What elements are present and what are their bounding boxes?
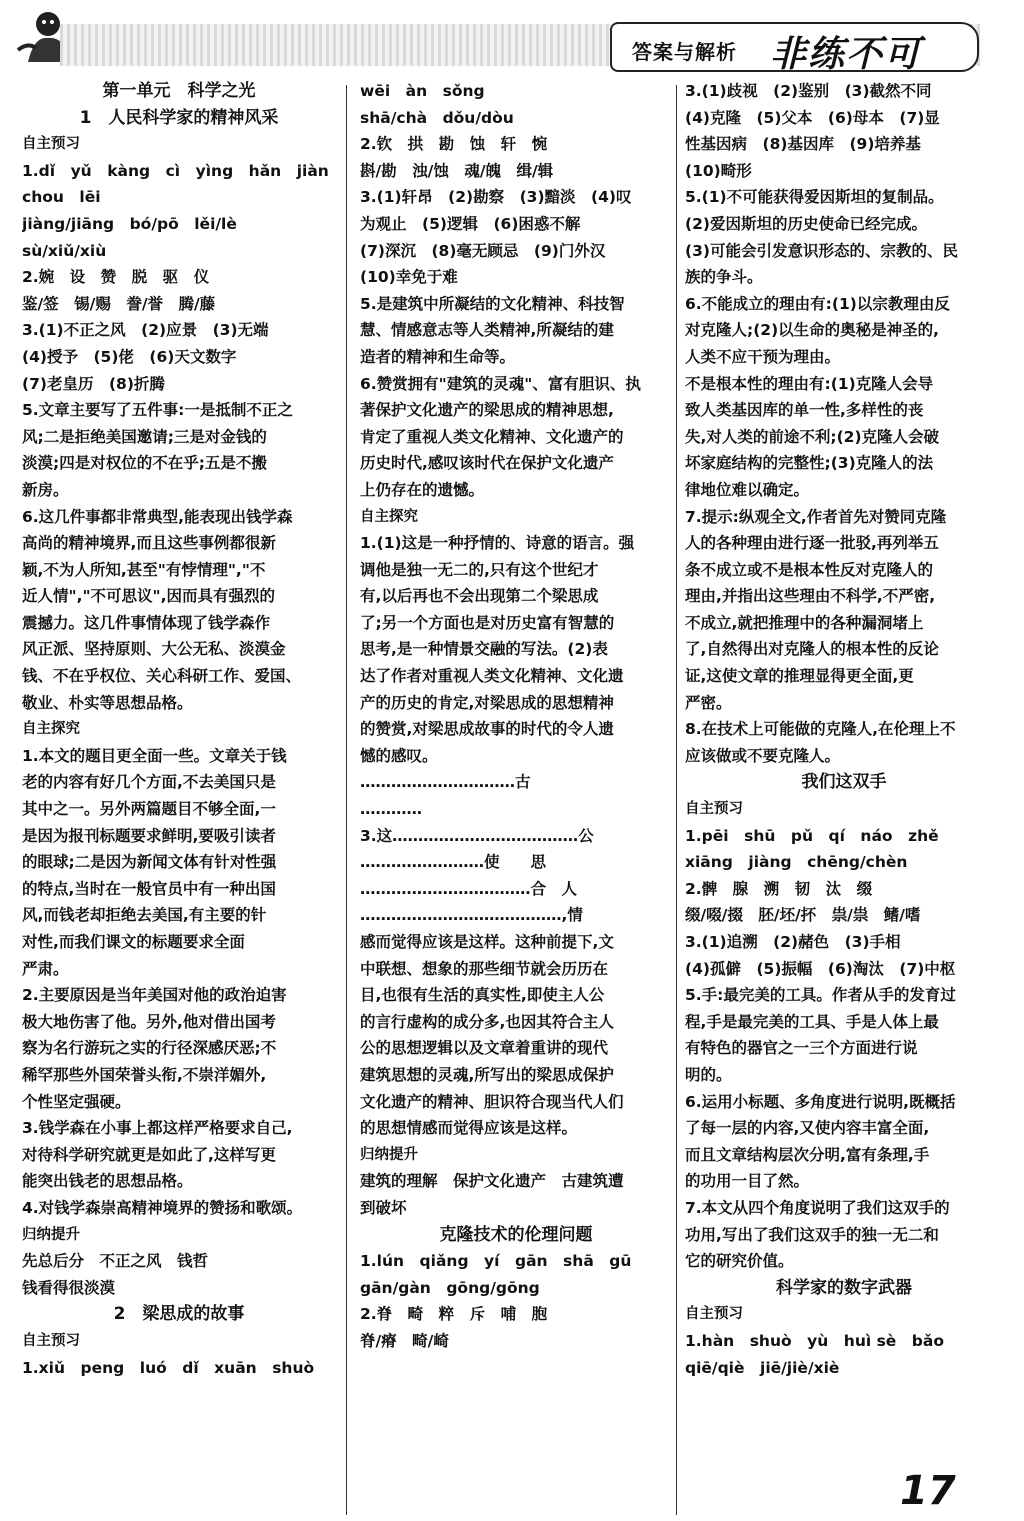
answer-line: 斟/勘 浊/蚀 魂/魄 缉/辑 [360,161,554,180]
answer-line: 3.(1)追溯 (2)赭色 (3)手相 [685,933,901,951]
answer-line: 达了作者对重视人类文化精神、文化遗 [360,667,624,686]
answer-line: 到破坏 [360,1198,407,1217]
answer-line: 个性坚定强硬。 [22,1092,131,1111]
answer-line: 的功用一目了然。 [685,1172,810,1191]
subsection-label: 归纳提升 [22,1226,80,1243]
answer-line: 淡漠;四是对权位的不在乎;五是不搬 [22,454,267,473]
answer-line: 1.hàn shuò yù huì sè bǎo [685,1331,945,1350]
answer-line: 严肃。 [22,959,69,978]
answer-line: 风;二是拒绝美国邀请;三是对金钱的 [22,427,267,446]
answer-line: 中联想、想象的那些细节就会历历在 [360,959,609,978]
answer-line: wēi àn sǒng [360,82,485,100]
answer-line: 应该做或不要克隆人。 [685,746,841,765]
answer-line: 了每一层的内容,又使内容丰富全面, [685,1119,930,1138]
answer-line: 造者的精神和生命等。 [360,347,516,366]
answer-line: 族的争斗。 [685,268,763,287]
answer-line: 察为名行游玩之实的行径深感厌恶;不 [22,1039,277,1058]
answer-line: 其中之一。另外两篇题目不够全面,一 [22,800,276,819]
answer-line: 风,而钱老却拒绝去美国,有主要的针 [22,906,267,925]
subsection-label: 自主探究 [22,721,80,738]
answer-line: 震撼力。这几件事情体现了钱学森作 [22,613,271,632]
answer-line: …………………………………,情 [360,906,583,925]
answer-line: gān/gàn gōng/gōng [360,1278,540,1297]
answer-line: 高尚的精神境界,而且这些事例都很新 [22,534,276,553]
answer-line: 的眼球;二是因为新闻文体有针对性强 [22,853,277,872]
answer-line: 老的内容有好几个方面,不去美国只是 [22,773,276,792]
answer-line: 先总后分 不正之风 钱哲 [22,1252,209,1271]
section-heading: 2 梁思成的故事 [113,1304,245,1325]
answer-line: sù/xiǔ/xiù [22,241,107,260]
answer-line: 3.这………………………………公 [360,826,594,845]
answer-line: 1.lún qiǎng yí gān shā gū [360,1252,632,1271]
answer-line: 极大地伤害了他。另外,他对借出国考 [22,1012,276,1031]
answer-line: (10)幸免于难 [360,268,458,287]
answer-line: 7.本文从四个角度说明了我们这双手的 [685,1198,950,1217]
answer-line: 2.钦 拱 勘 蚀 轩 惋 [360,135,548,154]
answer-line: 1.(1)这是一种抒情的、诗意的语言。强 [360,534,635,553]
answer-line: 3.(1)歧视 (2)鉴别 (3)截然不同 [685,82,932,100]
answer-line: 功用,写出了我们这双手的独一无二和 [685,1225,939,1244]
subsection-label: 自主预习 [685,1306,743,1323]
answer-line: 上仍存在的遗憾。 [360,480,485,499]
answer-line: 缀/啜/掇 胚/坯/抔 祟/祟 鳍/嗜 [685,906,921,925]
answer-line: 了,自然得出对克隆人的根本性的反论 [685,640,939,659]
answer-line: 条不成立或不是根本性反对克隆人的 [685,560,934,579]
answer-line: 2.婉 设 赞 脱 驱 仪 [22,268,210,287]
answer-line: 3.钱学森在小事上都这样严格要求自己, [22,1119,293,1138]
page-number: 17 [900,1468,956,1514]
answer-line: 8.在技术上可能做的克隆人,在伦理上不 [685,720,956,739]
answer-line: 1.pēi shū pǔ qí náo zhě [685,826,939,845]
answer-line: 钱看得很淡漠 [22,1278,116,1297]
answer-line: 2.主要原因是当年美国对他的政治迫害 [22,986,287,1005]
answer-line: ……………………………合 人 [360,879,578,898]
column-divider [676,85,677,1515]
subsection-label: 自主探究 [360,508,418,525]
section-heading: 克隆技术的伦理问题 [439,1224,593,1245]
section-heading: 我们这双手 [801,772,887,793]
subsection-label: 自主预习 [22,1332,80,1349]
answer-line: 严密。 [685,693,732,712]
text-column-2 [360,78,672,1355]
section-heading: 科学家的数字武器 [776,1277,912,1298]
answer-line: 6.这几件事都非常典型,能表现出钱学森 [22,507,293,526]
answer-line: 有,以后再也不会出现第二个梁思成 [360,587,599,606]
answer-line: 6.不能成立的理由有:(1)以宗教理由反 [685,294,950,313]
answer-line: 5.文章主要写了五件事:一是抵制不正之 [22,401,293,420]
answer-line: 建筑思想的灵魂,所写出的梁思成保护 [360,1065,614,1084]
answer-line: 文化遗产的精神、胆识符合现当代人们 [360,1092,624,1111]
answer-line: 致人类基因库的单一性,多样性的丧 [685,401,924,420]
answer-line: 人的各种理由进行逐一批驳,再列举五 [685,534,939,553]
answer-line: (3)可能会引发意识形态的、宗教的、民 [685,241,958,260]
answer-line: 1.dǐ yǔ kàng cì yìng hǎn jiàn [22,161,329,180]
answer-line: (4)克隆 (5)父本 (6)母本 (7)显 [685,108,940,127]
answer-line: jiàng/jiāng bó/pō lěi/lè [22,214,237,233]
answer-line: 4.对钱学森崇高精神境界的赞扬和歌颂。 [22,1198,303,1217]
answer-line: 5.手:最完美的工具。作者从手的发育过 [685,986,956,1005]
answer-line: chou lēi [22,188,101,207]
subsection-label: 归纳提升 [360,1146,418,1163]
answer-line: (4)授予 (5)佬 (6)天文数字 [22,347,237,366]
answer-line: 能突出钱老的思想品格。 [22,1172,193,1191]
answer-line: 近人情","不可思议",因而具有强烈的 [22,587,276,606]
answer-line: 2.髀 腺 溯 韧 汰 缀 [685,879,873,898]
answer-line: qiē/qiè jiē/jiè/xiè [685,1358,840,1377]
answer-line: 坏家庭结构的完整性;(3)克隆人的法 [685,454,934,473]
answer-line: (2)爱因斯坦的历史使命已经完成。 [685,214,927,233]
answer-line: 人类不应干预为理由。 [685,347,841,366]
answer-line: 产的历史的肯定,对梁思成的思想精神 [360,693,614,712]
answer-line: 不是根本性的理由有:(1)克隆人会导 [685,374,934,393]
answer-line: 目,也很有生活的真实性,即使主人公 [360,986,605,1005]
answer-line: 新房。 [22,480,69,499]
answer-line: 理由,并指出这些理由不科学,不严密, [685,587,936,606]
answer-line: 7.提示:纵观全文,作者首先对赞同克隆 [685,507,947,526]
section-heading: 1 人民科学家的精神风采 [79,107,279,128]
answer-line: 敬业、朴实等思想品格。 [22,693,193,712]
answer-line: shā/chà dǒu/dòu [360,108,514,127]
answer-line: 建筑的理解 保护文化遗产 古建筑遭 [360,1172,624,1191]
header-title: 答案与解析 [632,40,737,64]
answer-line: 思考,是一种情景交融的写法。(2)表 [360,640,608,659]
answer-line: ……………………使 思 [360,853,547,872]
answer-line: 风正派、坚持原则、大公无私、淡漠金 [22,640,286,659]
answer-line: (10)畸形 [685,161,752,180]
answer-line: 钱、不在乎权位、关心科研工作、爱国、 [22,667,302,686]
answer-line: 是因为报刊标题要求鲜明,要吸引读者 [22,826,276,845]
answer-line: 5.(1)不可能获得爱因斯坦的复制品。 [685,188,944,207]
answer-line: 明的。 [685,1065,732,1084]
answer-line: 的思想情感而觉得应该是这样。 [360,1119,578,1138]
answer-line: 为观止 (5)逻辑 (6)困惑不解 [360,214,581,233]
answer-line: 稀罕那些外国荣誉头衔,不崇洋媚外, [22,1065,267,1084]
answer-line: 脊/瘠 畸/崎 [360,1331,449,1350]
answer-line: 肯定了重视人类文化精神、文化遗产的 [360,427,624,446]
answer-line: 性基因病 (8)基因库 (9)培养基 [685,135,921,154]
answer-line: (4)孤僻 (5)振幅 (6)淘汰 (7)中枢 [685,959,956,978]
answer-line: 证,这使文章的推理显得更全面,更 [685,667,914,686]
answer-line: 不成立,就把推理中的各种漏洞堵上 [685,613,924,632]
answer-line: 6.赞赏拥有"建筑的灵魂"、富有胆识、执 [360,374,641,393]
answer-line: 它的研究价值。 [685,1252,794,1271]
subsection-label: 自主预习 [22,136,80,153]
answer-line: 1.本文的题目更全面一些。文章关于钱 [22,746,287,765]
text-column-1 [22,78,336,1381]
answer-line: 有特色的器官之一三个方面进行说 [685,1039,918,1058]
text-column-3 [685,78,1003,1381]
answer-line: 慧、情感意志等人类精神,所凝结的建 [360,321,614,340]
section-heading: 第一单元 科学之光 [102,81,256,101]
column-divider [346,85,347,1515]
answer-line: 对待科学研究就更是如此了,这样写更 [22,1145,276,1164]
answer-line: 对性,而我们课文的标题要求全面 [22,933,245,951]
answer-line: 2.脊 畸 粹 斥 哺 胞 [360,1305,548,1324]
answer-line: 调他是独一无二的,只有这个世纪才 [360,560,599,579]
page-header [0,0,1024,75]
answer-line: 感而觉得应该是这样。这种前提下,文 [360,933,614,951]
answer-line: xiāng jiàng chēng/chèn [685,853,908,872]
answer-line: 6.运用小标题、多角度进行说明,既概括 [685,1092,956,1111]
answer-line: 公的思想逻辑以及文章着重讲的现代 [360,1039,609,1058]
answer-line: 3.(1)不正之风 (2)应景 (3)无端 [22,321,269,340]
answer-line: 鉴/签 锡/赐 誊/誉 腾/藤 [22,294,216,313]
answer-line: 的言行虚构的成分多,也因其符合主人 [360,1012,614,1031]
answer-line: 而且文章结构层次分明,富有条理,手 [685,1145,930,1164]
answer-line: 的赞赏,对梁思成故事的时代的令人遗 [360,720,614,739]
answer-line: 了;另一个方面也是对历史富有智慧的 [360,613,615,632]
answer-line: 的特点,当时在一般官员中有一种出国 [22,879,276,898]
answer-line: (7)老皇历 (8)折腾 [22,374,165,393]
answer-line: 著保护文化遗产的梁思成的精神思想, [360,401,614,420]
answer-line: 3.(1)轩昂 (2)勘察 (3)黯淡 (4)叹 [360,188,632,207]
answer-line: (7)深沉 (8)毫无顾忌 (9)门外汉 [360,241,606,260]
answer-line: …………………………古 [360,773,531,792]
answer-line: 律地位难以确定。 [685,480,810,499]
answer-line: 对克隆人;(2)以生命的奥秘是神圣的, [685,321,940,340]
answer-line: ………… [360,800,422,819]
header-brand-logo: 非练不可 [770,33,923,75]
answer-line: 颖,不为人所知,甚至"有悖情理","不 [22,560,266,579]
answer-line: 憾的感叹。 [360,746,438,765]
answer-line: 程,手是最完美的工具、手是人体上最 [685,1012,939,1031]
answer-line: 失,对人类的前途不利;(2)克隆人会破 [685,427,940,446]
answer-line: 5.是建筑中所凝结的文化精神、科技智 [360,294,625,313]
subsection-label: 自主预习 [685,801,743,818]
answer-line: 1.xiǔ peng luó dǐ xuān shuò [22,1358,315,1377]
answer-line: 历史时代,感叹该时代在保护文化遗产 [360,454,614,473]
